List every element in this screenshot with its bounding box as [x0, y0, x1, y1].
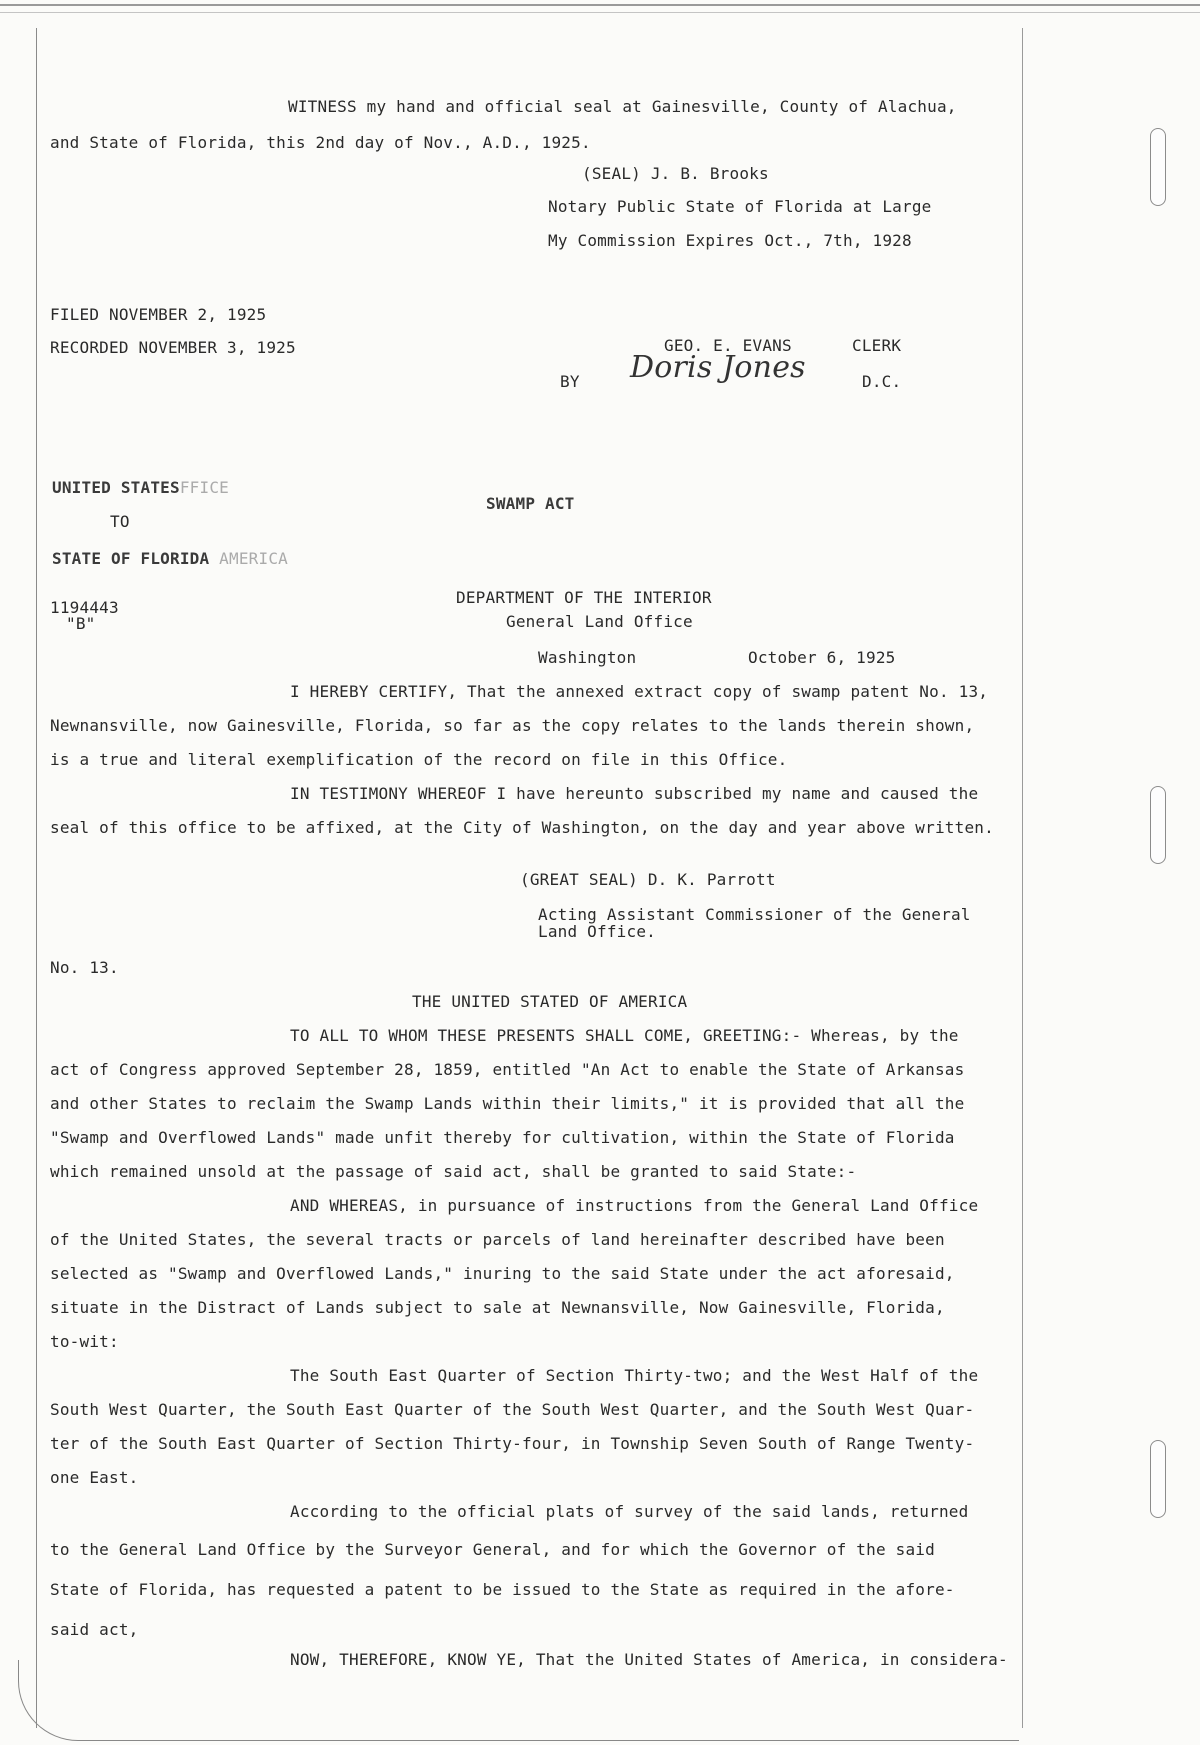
patent-line: NOW, THEREFORE, KNOW YE, That the United States of America, in considera- [290, 1650, 1008, 1669]
witness-line-1: WITNESS my hand and official seal at Gainesville, County of Alachua, [288, 97, 957, 116]
certificate-seal-name: (GREAT SEAL) D. K. Parrott [520, 870, 776, 889]
act-title: SWAMP ACT [486, 494, 575, 513]
patent-line: and other States to reclaim the Swamp Lands within their limits," it is provided that all the [50, 1094, 965, 1113]
clerk-signature: Doris Jones [630, 350, 806, 385]
patent-line: to the General Land Office by the Surveyor General, and for which the Governor of the said [50, 1540, 935, 1559]
patent-line: According to the official plats of survey of the said lands, returned [290, 1502, 969, 1521]
patent-line: act of Congress approved September 28, 1859, entitled "An Act to enable the State of Arkansas [50, 1060, 965, 1079]
witness-line-2: and State of Florida, this 2nd day of Nov., A.D., 1925. [50, 133, 591, 152]
office-heading: General Land Office [506, 612, 693, 631]
certificate-line: I HEREBY CERTIFY, That the annexed extract copy of swamp patent No. 13, [290, 682, 989, 701]
certificate-line: seal of this office to be affixed, at the City of Washington, on the day and year above written. [50, 818, 994, 837]
by-label: BY [560, 372, 580, 391]
deputy-clerk-label: D.C. [862, 372, 902, 391]
grantee-stamp: STATE OF FLORIDA AMERICA [52, 549, 289, 568]
signer-title-2: Land Office. [538, 922, 656, 941]
patent-heading: THE UNITED STATED OF AMERICA [412, 992, 688, 1011]
patent-line: TO ALL TO WHOM THESE PRESENTS SHALL COME, GREETING:- Whereas, by the [290, 1026, 959, 1045]
patent-line: ter of the South East Quarter of Section Thirty-four, in Township Seven South of Range Twenty- [50, 1434, 975, 1453]
certificate-date: October 6, 1925 [748, 648, 896, 667]
patent-line: selected as "Swamp and Overflowed Lands," inuring to the said State under the act aforesaid, [50, 1264, 955, 1283]
recorded-date: RECORDED NOVEMBER 3, 1925 [50, 338, 296, 357]
binder-ring-2 [1150, 786, 1166, 864]
to-label: TO [110, 512, 130, 531]
certificate-line: IN TESTIMONY WHEREOF I have hereunto subscribed my name and caused the [290, 784, 979, 803]
filed-date: FILED NOVEMBER 2, 1925 [50, 305, 267, 324]
signer-title-1: Acting Assistant Commissioner of the General [538, 905, 971, 924]
patent-line: The South East Quarter of Section Thirty-two; and the West Half of the [290, 1366, 979, 1385]
patent-line: to-wit: [50, 1332, 119, 1351]
certificate-line: is a true and literal exemplification of the record on file in this Office. [50, 750, 788, 769]
patent-line: State of Florida, has requested a patent to be issued to the State as required in the afore- [50, 1580, 955, 1599]
notary-commission: My Commission Expires Oct., 7th, 1928 [548, 231, 912, 250]
patent-number: No. 13. [50, 958, 119, 977]
patent-line: South West Quarter, the South East Quarter of the South West Quarter, and the South West Quar- [50, 1400, 975, 1419]
document-letter: "B" [66, 614, 96, 633]
clerk-name: GEO. E. EVANS [664, 336, 792, 355]
notary-seal-name: (SEAL) J. B. Brooks [582, 164, 769, 183]
patent-line: one East. [50, 1468, 139, 1487]
notary-title: Notary Public State of Florida at Large [548, 197, 932, 216]
certificate-line: Newnansville, now Gainesville, Florida, so far as the copy relates to the lands therein shown, [50, 716, 975, 735]
patent-line: said act, [50, 1620, 139, 1639]
patent-line: of the United States, the several tracts or parcels of land hereinafter described have been [50, 1230, 945, 1249]
patent-line: "Swamp and Overflowed Lands" made unfit thereby for cultivation, within the State of Florida [50, 1128, 955, 1147]
binder-ring-3 [1150, 1440, 1166, 1518]
certificate-city: Washington [538, 648, 637, 667]
grantor-stamp: UNITED STATESFFICE [52, 478, 229, 497]
binder-ring-1 [1150, 128, 1166, 206]
page-bottom-edge [18, 1660, 1019, 1741]
top-border [0, 4, 1200, 13]
patent-line: AND WHEREAS, in pursuance of instructions from the General Land Office [290, 1196, 979, 1215]
department-heading: DEPARTMENT OF THE INTERIOR [456, 588, 712, 607]
patent-line: which remained unsold at the passage of said act, shall be granted to said State:- [50, 1162, 857, 1181]
right-margin-rule [1022, 28, 1023, 1728]
clerk-title: CLERK [852, 336, 902, 355]
left-margin-rule [36, 28, 37, 1728]
patent-line: situate in the Distract of Lands subject to sale at Newnansville, Now Gainesville, Florida, [50, 1298, 945, 1317]
document-number: 1194443 [50, 598, 119, 617]
